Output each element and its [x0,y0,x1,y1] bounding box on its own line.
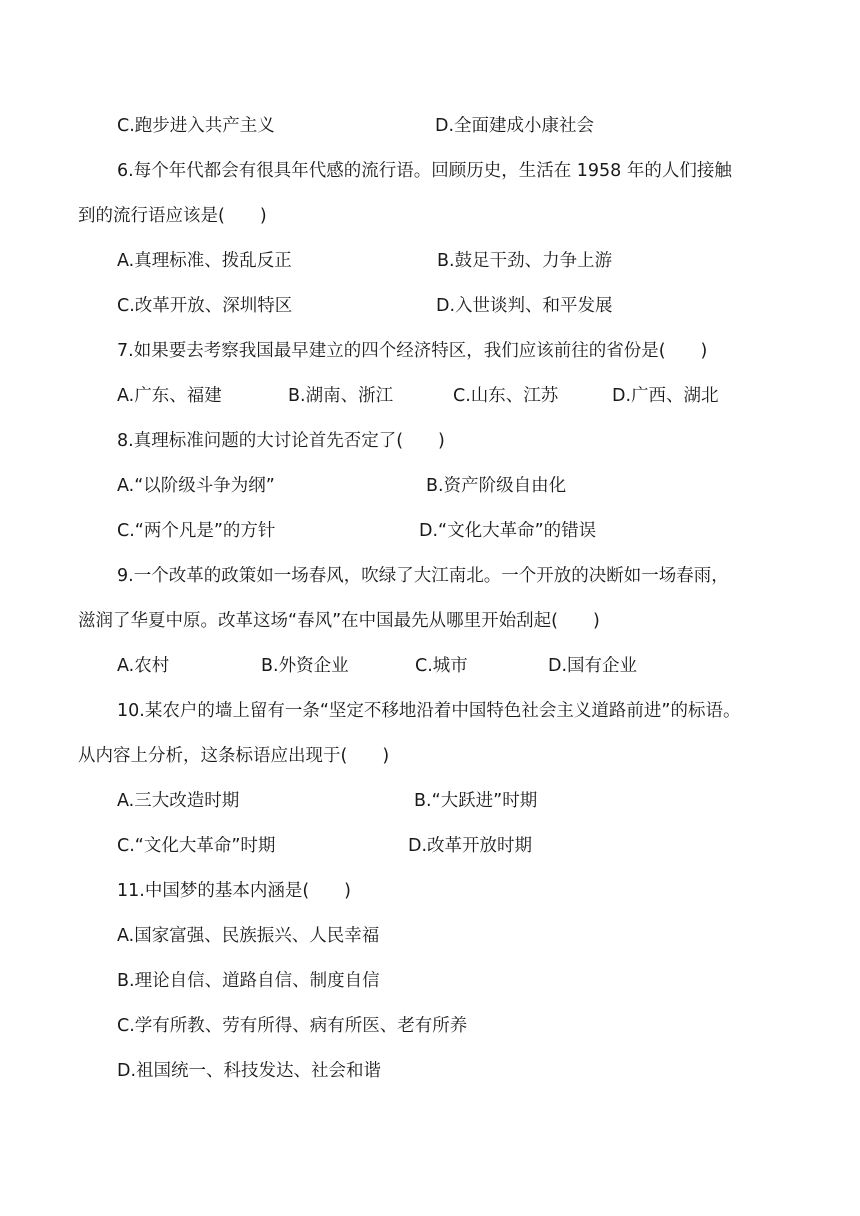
q11-option-c: C.学有所教、劳有所得、病有所医、老有所养 [117,1016,468,1036]
q8-option-a: A.“以阶级斗争为纲” [117,476,275,496]
q6-option-d: D.入世谈判、和平发展 [436,296,613,316]
q11-option-b: B.理论自信、道路自信、制度自信 [117,971,380,991]
q6-option-a: A.真理标准、拨乱反正 [117,251,292,271]
q8-stem: 8.真理标准问题的大讨论首先否定了( ) [117,431,445,451]
q9-option-c: C.城市 [415,656,468,676]
q9-option-b: B.外资企业 [261,656,349,676]
q7-stem: 7.如果要去考察我国最早建立的四个经济特区，我们应该前往的省份是( ) [117,341,708,361]
q5-option-d: D.全面建成小康社会 [435,116,595,136]
q6-stem-line2: 到的流行语应该是( ) [78,206,267,226]
q9-stem-line2: 滋润了华夏中原。改革这场“春风”在中国最先从哪里开始刮起( ) [78,611,600,631]
q10-stem-line2: 从内容上分析，这条标语应出现于( ) [78,746,390,766]
q7-option-d: D.广西、湖北 [612,386,719,406]
q10-option-a: A.三大改造时期 [117,791,240,811]
q8-option-b: B.资产阶级自由化 [426,476,567,496]
q10-option-c: C.“文化大革命”时期 [117,836,276,856]
q10-option-b: B.“大跃进”时期 [414,791,538,811]
q8-option-c: C.“两个凡是”的方针 [117,521,276,541]
q7-option-b: B.湖南、浙江 [288,386,394,406]
q7-option-a: A.广东、福建 [117,386,222,406]
q8-option-d: D.“文化大革命”的错误 [419,521,597,541]
q11-stem: 11.中国梦的基本内涵是( ) [117,881,351,901]
q11-option-a: A.国家富强、民族振兴、人民幸福 [117,926,380,946]
q6-option-c: C.改革开放、深圳特区 [117,296,293,316]
q6-option-b: B.鼓足干劲、力争上游 [437,251,613,271]
q10-stem-line1: 10.某农户的墙上留有一条“坚定不移地沿着中国特色社会主义道路前进”的标语。 [117,701,741,721]
q6-stem-line1: 6.每个年代都会有很具年代感的流行语。回顾历史，生活在 1958 年的人们接触 [117,161,732,181]
q10-option-d: D.改革开放时期 [408,836,533,856]
q5-option-c: C.跑步进入共产主义 [117,116,275,136]
q9-option-d: D.国有企业 [548,656,638,676]
q9-option-a: A.农村 [117,656,170,676]
q9-stem-line1: 9.一个改革的政策如一场春风，吹绿了大江南北。一个开放的决断如一场春雨， [117,566,729,586]
q7-option-c: C.山东、江苏 [453,386,559,406]
q11-option-d: D.祖国统一、科技发达、社会和谐 [117,1061,382,1081]
